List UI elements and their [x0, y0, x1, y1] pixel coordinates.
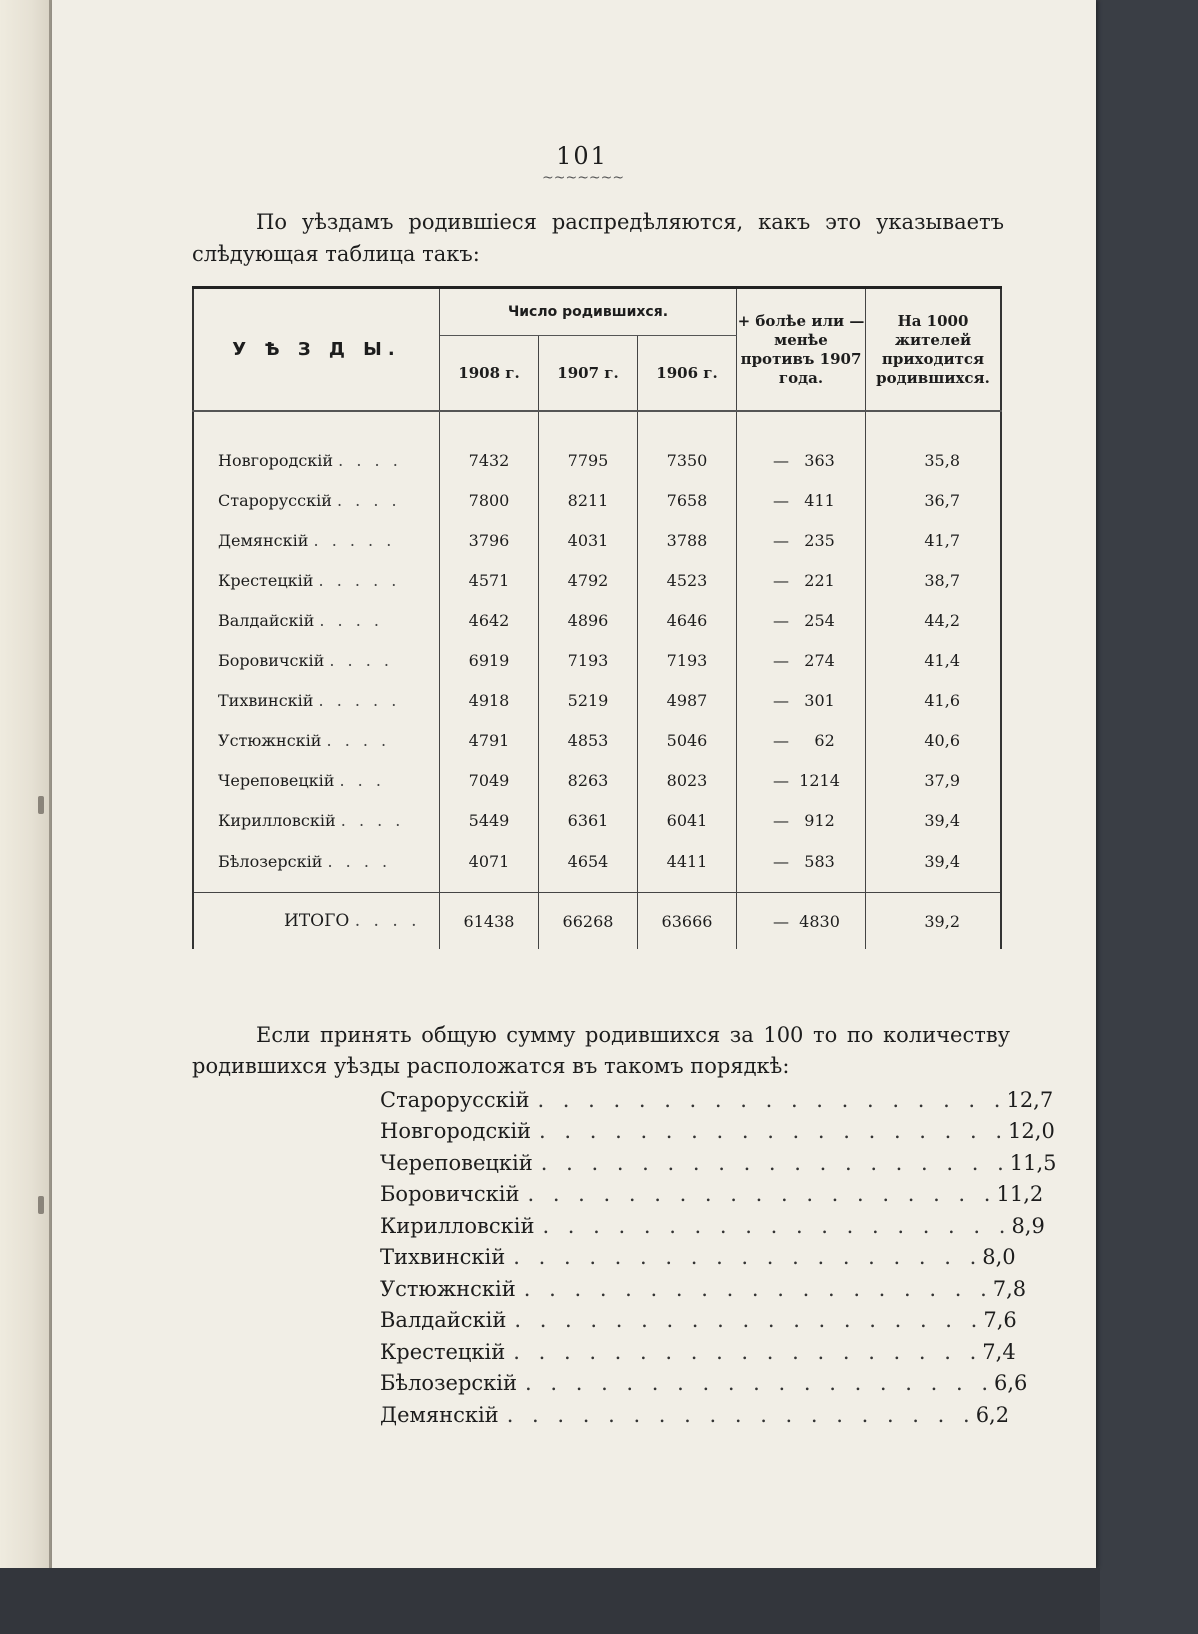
- ranking-value: 12,7: [1006, 1087, 1054, 1112]
- ranking-leader-dots: . . . . . . . . . . . . . . . . . . .: [542, 1213, 1012, 1238]
- ranking-district-name: Череповецкій: [380, 1150, 533, 1175]
- ranking-leader-dots: . . . . . . . . . . . . . . . . . . .: [513, 1245, 983, 1270]
- header-births-group: Число родившихся.: [440, 288, 737, 336]
- ranking-item: [380, 1116, 1055, 1148]
- book-page: [52, 0, 1096, 1568]
- district-name: Тихвинскій: [218, 690, 314, 710]
- ranking-leader-dots: . . . . . . . . . . . . . . . . . . .: [540, 1150, 1010, 1175]
- value-cell-y1907: 4896: [539, 600, 638, 640]
- value-cell-y1908: 7049: [440, 760, 539, 800]
- value-cell-y1906: 4987: [638, 680, 737, 720]
- table-row: [193, 440, 1001, 480]
- value-cell-diff: — 254: [737, 600, 866, 640]
- district-name: Крестецкій: [218, 570, 314, 590]
- leader-dots: . . . . .: [318, 690, 401, 710]
- table-row: [193, 520, 1001, 560]
- table-row: [193, 720, 1001, 760]
- ranking-leader-dots: . . . . . . . . . . . . . . . . . . .: [525, 1371, 995, 1396]
- district-name-cell: [193, 520, 440, 560]
- table-row: [193, 640, 1001, 680]
- ranking-district-name: Новгородскій: [380, 1119, 532, 1144]
- table-row: [193, 560, 1001, 600]
- value-cell-per: 40,6: [866, 720, 1002, 760]
- leader-dots: . . . .: [336, 490, 401, 510]
- district-name-cell: [193, 760, 440, 800]
- leader-dots: . . . .: [319, 610, 383, 630]
- value-cell-diff: — 4830: [737, 893, 866, 950]
- births-table: [192, 286, 1002, 949]
- ranking-item: [380, 1179, 1044, 1211]
- value-cell-y1907: 8211: [539, 480, 638, 520]
- value-cell-diff: — 274: [737, 640, 866, 680]
- header-year-1907: 1907 г.: [539, 336, 638, 412]
- ranking-value: 8,0: [982, 1245, 1016, 1270]
- value-cell-y1907: 7795: [539, 440, 638, 480]
- ranking-value: 6,6: [994, 1371, 1028, 1396]
- leader-dots: . . . .: [327, 851, 392, 871]
- value-cell-y1907: 4031: [539, 520, 638, 560]
- district-name-cell: [193, 720, 440, 760]
- district-name-cell: [193, 600, 440, 640]
- value-cell-per: 39,4: [866, 800, 1002, 840]
- ranking-leader-dots: . . . . . . . . . . . . . . . . . . .: [506, 1402, 976, 1427]
- ranking-district-name: Тихвинскій: [380, 1245, 506, 1270]
- district-name: Череповецкій: [218, 770, 335, 790]
- value-cell-y1906: 63666: [638, 893, 737, 950]
- ranking-district-name: Устюжнскій: [380, 1276, 516, 1301]
- value-cell-y1908: 4791: [440, 720, 539, 760]
- ranking-item: [380, 1273, 1027, 1305]
- value-cell-per: 39,4: [866, 840, 1002, 882]
- district-name-cell: [193, 480, 440, 520]
- leader-dots: . . . .: [354, 911, 421, 931]
- ranking-leader-dots: . . . . . . . . . . . . . . . . . . .: [537, 1087, 1007, 1112]
- header-year-1906: 1906 г.: [638, 336, 737, 412]
- value-cell-y1908: 4571: [440, 560, 539, 600]
- ranking-district-name: Старорусскій: [380, 1087, 530, 1112]
- value-cell-y1906: 4646: [638, 600, 737, 640]
- value-cell-y1906: 7193: [638, 640, 737, 680]
- ranking-value: 6,2: [975, 1402, 1010, 1427]
- value-cell-diff: — 1214: [737, 760, 866, 800]
- district-name: Кирилловскій: [218, 810, 336, 830]
- value-cell-y1906: 6041: [638, 800, 737, 840]
- value-cell-y1908: 4642: [440, 600, 539, 640]
- value-cell-per: 38,7: [866, 560, 1002, 600]
- ranking-district-name: Валдайскій: [380, 1308, 507, 1333]
- binding-mark: [38, 1196, 44, 1214]
- table-total-row: [193, 893, 1001, 950]
- value-cell-y1907: 4792: [539, 560, 638, 600]
- ranking-district-name: Кирилловскій: [380, 1213, 535, 1238]
- ranking-district-name: Демянскій: [380, 1402, 499, 1427]
- district-name-cell: [193, 893, 440, 950]
- value-cell-y1908: 4918: [440, 680, 539, 720]
- value-cell-y1908: 4071: [440, 840, 539, 882]
- leader-dots: . . . .: [326, 730, 391, 750]
- leader-dots: . . . . .: [313, 530, 396, 550]
- ranking-item: [380, 1210, 1045, 1242]
- left-page-spine: [0, 0, 52, 1634]
- ranking-item: [380, 1336, 1016, 1368]
- leader-dots: . . . . .: [318, 570, 401, 590]
- district-name-cell: [193, 560, 440, 600]
- ranking-value: 11,2: [996, 1182, 1044, 1207]
- table-spacer-row: [193, 411, 1001, 440]
- value-cell-per: 41,6: [866, 680, 1002, 720]
- table-row: [193, 800, 1001, 840]
- ranking-list: [380, 1084, 1057, 1431]
- value-cell-y1907: 66268: [539, 893, 638, 950]
- value-cell-diff: — 912: [737, 800, 866, 840]
- value-cell-y1908: 7432: [440, 440, 539, 480]
- value-cell-diff: — 363: [737, 440, 866, 480]
- value-cell-y1906: 7658: [638, 480, 737, 520]
- ranking-leader-dots: . . . . . . . . . . . . . . . . . . .: [513, 1339, 983, 1364]
- table-row: [193, 680, 1001, 720]
- value-cell-y1907: 5219: [539, 680, 638, 720]
- value-cell-y1908: 61438: [440, 893, 539, 950]
- intro-paragraph: По уѣздамъ родившіеся распредѣляются, какъ это указываетъ слѣдующая таблица такъ:: [192, 210, 1004, 266]
- ranking-value: 7,6: [983, 1308, 1017, 1333]
- binding-mark: [38, 796, 44, 814]
- leader-dots: . . . .: [340, 810, 405, 830]
- ranking-value: 11,5: [1009, 1150, 1057, 1175]
- value-cell-y1907: 8263: [539, 760, 638, 800]
- district-name: Валдайскій: [218, 610, 315, 630]
- ranking-item: [380, 1084, 1054, 1116]
- value-cell-per: 37,9: [866, 760, 1002, 800]
- value-cell-diff: — 235: [737, 520, 866, 560]
- district-name: Бѣлозерскій: [218, 851, 323, 871]
- value-cell-y1906: 3788: [638, 520, 737, 560]
- ranking-district-name: Бѣлозерскій: [380, 1371, 518, 1396]
- value-cell-per: 39,2: [866, 893, 1002, 950]
- district-name: Старорусскій: [218, 490, 332, 510]
- value-cell-per: 41,7: [866, 520, 1002, 560]
- ranking-district-name: Боровичскій: [380, 1182, 520, 1207]
- second-paragraph: Если принять общую сумму родившихся за 100 то по количеству родившихся уѣзды расположатся въ такомъ порядкѣ:: [192, 1023, 1010, 1078]
- value-cell-y1906: 4523: [638, 560, 737, 600]
- value-cell-y1906: 7350: [638, 440, 737, 480]
- ranking-leader-dots: . . . . . . . . . . . . . . . . . . .: [514, 1308, 984, 1333]
- ranking-item: [380, 1147, 1057, 1179]
- ranking-item: [380, 1399, 1010, 1431]
- value-cell-diff: — 411: [737, 480, 866, 520]
- district-name-cell: [193, 640, 440, 680]
- value-cell-y1908: 5449: [440, 800, 539, 840]
- page-bottom-background: [0, 1568, 1100, 1634]
- ranking-item: [380, 1305, 1017, 1337]
- ranking-leader-dots: . . . . . . . . . . . . . . . . . . .: [539, 1119, 1009, 1144]
- value-cell-per: 41,4: [866, 640, 1002, 680]
- value-cell-diff: — 583: [737, 840, 866, 882]
- value-cell-per: 36,7: [866, 480, 1002, 520]
- table-row: [193, 760, 1001, 800]
- table-gap-row: [193, 882, 1001, 893]
- ranking-leader-dots: . . . . . . . . . . . . . . . . . . .: [527, 1182, 997, 1207]
- leader-dots: . . .: [339, 770, 385, 790]
- page-number: 101: [556, 142, 608, 170]
- header-diff: + болѣе или — менѣе противъ 1907 года.: [737, 288, 866, 412]
- district-name: Устюжнскій: [218, 730, 322, 750]
- value-cell-diff: — 62: [737, 720, 866, 760]
- value-cell-diff: — 301: [737, 680, 866, 720]
- value-cell-y1907: 7193: [539, 640, 638, 680]
- ranking-item: [380, 1242, 1016, 1274]
- ranking-leader-dots: . . . . . . . . . . . . . . . . . . .: [523, 1276, 993, 1301]
- value-cell-per: 35,8: [866, 440, 1002, 480]
- value-cell-diff: — 221: [737, 560, 866, 600]
- ranking-value: 7,8: [992, 1276, 1027, 1301]
- value-cell-y1908: 6919: [440, 640, 539, 680]
- value-cell-y1908: 7800: [440, 480, 539, 520]
- district-name-cell: [193, 800, 440, 840]
- header-per-1000: На 1000 жителей приходится родившихся.: [866, 288, 1002, 412]
- district-name: Боровичскій: [218, 650, 325, 670]
- value-cell-y1907: 4853: [539, 720, 638, 760]
- page-number-ornament: ~~~~~~~: [542, 170, 625, 186]
- district-name-cell: [193, 840, 440, 882]
- value-cell-y1906: 5046: [638, 720, 737, 760]
- district-name: Демянскій: [218, 530, 309, 550]
- value-cell-y1906: 4411: [638, 840, 737, 882]
- value-cell-per: 44,2: [866, 600, 1002, 640]
- table-row: [193, 480, 1001, 520]
- district-name-cell: [193, 680, 440, 720]
- header-uezdy: У Ѣ З Д Ы.: [193, 288, 440, 412]
- ranking-item: [380, 1368, 1028, 1400]
- leader-dots: . . . .: [338, 450, 402, 470]
- district-name-cell: [193, 440, 440, 480]
- value-cell-y1907: 6361: [539, 800, 638, 840]
- value-cell-y1907: 4654: [539, 840, 638, 882]
- value-cell-y1906: 8023: [638, 760, 737, 800]
- ranking-value: 7,4: [982, 1339, 1016, 1364]
- table-row: [193, 600, 1001, 640]
- header-year-1908: 1908 г.: [440, 336, 539, 412]
- leader-dots: . . . .: [329, 650, 393, 670]
- ranking-value: 12,0: [1008, 1119, 1055, 1144]
- value-cell-y1908: 3796: [440, 520, 539, 560]
- ranking-value: 8,9: [1011, 1213, 1045, 1238]
- district-name: Новгородскій: [218, 450, 334, 470]
- table-row: [193, 840, 1001, 882]
- ranking-district-name: Крестецкій: [380, 1339, 506, 1364]
- district-name: ИТОГО: [284, 911, 350, 931]
